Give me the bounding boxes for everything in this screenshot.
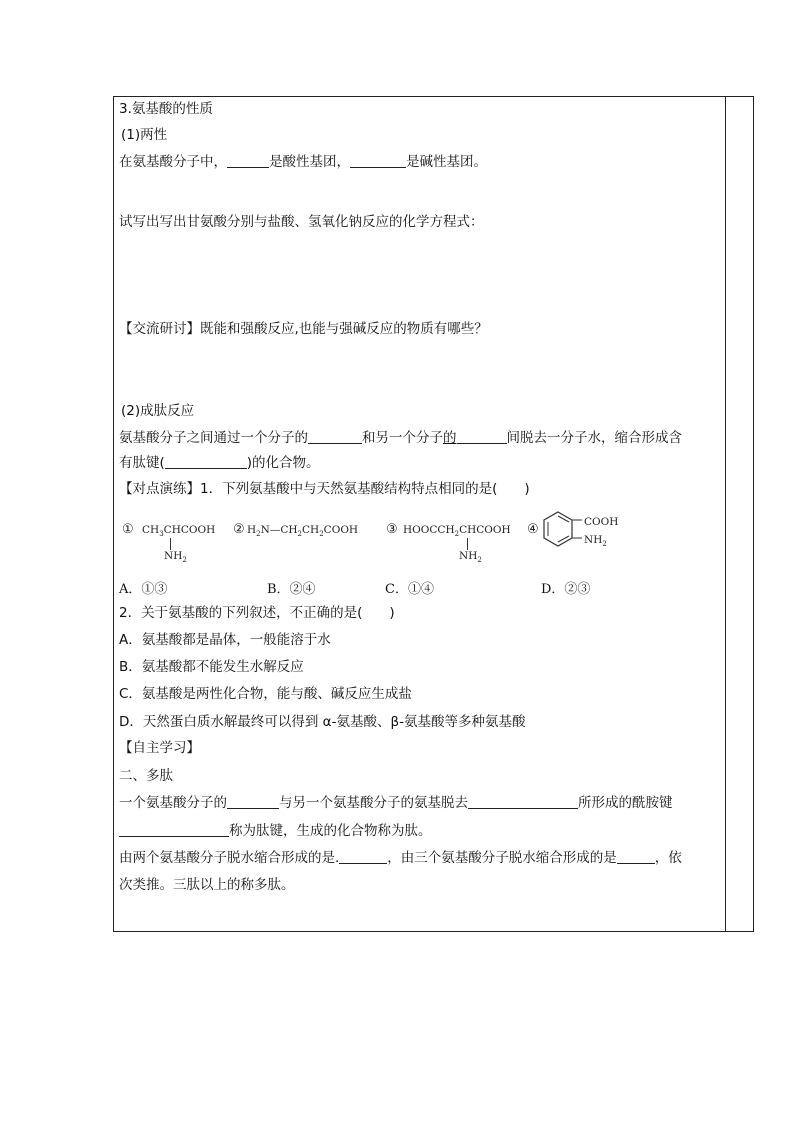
polypeptide-line3 — [119, 849, 682, 867]
text-fragment: ，依 — [654, 850, 682, 866]
option-c[interactable]: C．①④ — [385, 582, 434, 597]
polypeptide-line4: 次类推。三肽以上的称多肽。 — [119, 877, 295, 893]
question-2-option-a[interactable]: A．氨基酸都是晶体，一般能溶于水 — [119, 632, 331, 648]
fill-blank[interactable] — [227, 153, 269, 168]
question-2-option-b[interactable]: B．氨基酸都不能发生水解反应 — [119, 659, 304, 675]
fill-blank[interactable] — [119, 822, 229, 837]
benzene-ring-icon — [540, 508, 590, 556]
structure-1-formula: $CH_3CHCOOH$ — [142, 524, 216, 539]
text-fragment: 一个氨基酸分子的 — [119, 795, 227, 811]
fill-blank[interactable] — [165, 454, 247, 469]
polypeptide-line1 — [119, 794, 673, 812]
fill-blank[interactable] — [617, 849, 655, 864]
text-fragment: 是碱性基团。 — [406, 154, 487, 170]
option-d[interactable]: D．②③ — [541, 582, 591, 597]
structure-3-substituent: $NH_2$ — [459, 550, 482, 565]
section-title: 3.氨基酸的性质 — [119, 101, 213, 117]
fill-blank[interactable] — [308, 429, 362, 444]
text-fragment: 的 — [443, 430, 457, 446]
table-column-divider — [725, 96, 726, 932]
question-2-option-c[interactable]: C．氨基酸是两性化合物，能与酸、碱反应生成盐 — [119, 686, 412, 702]
option-b[interactable]: B．②④ — [267, 582, 316, 597]
section-2-title: 二、多肽 — [119, 768, 173, 784]
structure-number: ③ — [386, 522, 398, 537]
structure-2-formula: $H_2N—CH_2CH_2COOH$ — [247, 524, 359, 539]
option-a[interactable]: A．①③ — [119, 582, 168, 597]
text-fragment: 所形成的酰胺键 — [578, 795, 673, 811]
text-fragment: . — [335, 850, 340, 866]
text-fragment: )的化合物。 — [246, 455, 320, 471]
text-fragment: 在氨基酸分子中， — [119, 154, 227, 170]
text-fragment: 称为肽键，生成的化合物称为肽。 — [229, 823, 432, 839]
peptide-sentence-line2 — [119, 454, 320, 472]
text-fragment: 与另一个氨基酸分子的氨基脱去 — [279, 795, 468, 811]
text-fragment: ，由三个氨基酸分子脱水缩合形成的是 — [387, 850, 617, 866]
fill-blank[interactable] — [227, 794, 279, 809]
fill-blank[interactable] — [457, 429, 507, 444]
discussion-question: 【交流研讨】既能和强酸反应,也能与强碱反应的物质有哪些？ — [119, 321, 488, 337]
text-fragment: 氨基酸分子之间通过一个分子的 — [119, 430, 308, 446]
self-study-heading: 【自主学习】 — [119, 740, 200, 756]
structure-number: ② — [233, 522, 245, 537]
text-fragment: 有肽键( — [119, 455, 165, 471]
structure-3-formula: $HOOCCH_2CHCOOH$ — [403, 524, 511, 539]
bond-line — [170, 538, 171, 550]
structure-number: ④ — [527, 522, 539, 537]
structure-4-bottom: $NH_2$ — [584, 534, 607, 549]
text-fragment: 由两个氨基酸分子脱水缩合形成的是 — [119, 850, 335, 866]
amphoteric-sentence — [119, 153, 487, 171]
fill-blank[interactable] — [350, 153, 406, 168]
peptide-sentence-line1 — [119, 429, 682, 447]
fill-blank[interactable] — [339, 849, 387, 864]
question-2-option-d[interactable]: D．天然蛋白质水解最终可以得到 α-氨基酸、β-氨基酸等多种氨基酸 — [119, 714, 526, 730]
subsection-peptide: (2)成肽反应 — [121, 403, 195, 419]
equation-prompt: 试写出写出甘氨酸分别与盐酸、氢氧化钠反应的化学方程式： — [119, 214, 484, 230]
structure-4-top: COOH — [584, 516, 619, 528]
fill-blank[interactable] — [468, 794, 578, 809]
subsection-amphoteric: (1)两性 — [121, 127, 168, 143]
text-fragment: 间脱去一分子水，缩合形成含 — [506, 430, 682, 446]
text-fragment: 是酸性基团， — [269, 154, 350, 170]
structure-1-substituent: $NH_2$ — [164, 550, 187, 565]
text-fragment: 和另一个分子 — [362, 430, 443, 446]
question-2-stem: 2．关于氨基酸的下列叙述，不正确的是( ) — [119, 605, 395, 621]
structure-number: ① — [122, 522, 134, 537]
practice-question-1: 【对点演练】1．下列氨基酸中与天然氨基酸结构特点相同的是( ) — [119, 481, 530, 497]
bond-line — [467, 538, 468, 550]
polypeptide-line2 — [119, 822, 432, 840]
